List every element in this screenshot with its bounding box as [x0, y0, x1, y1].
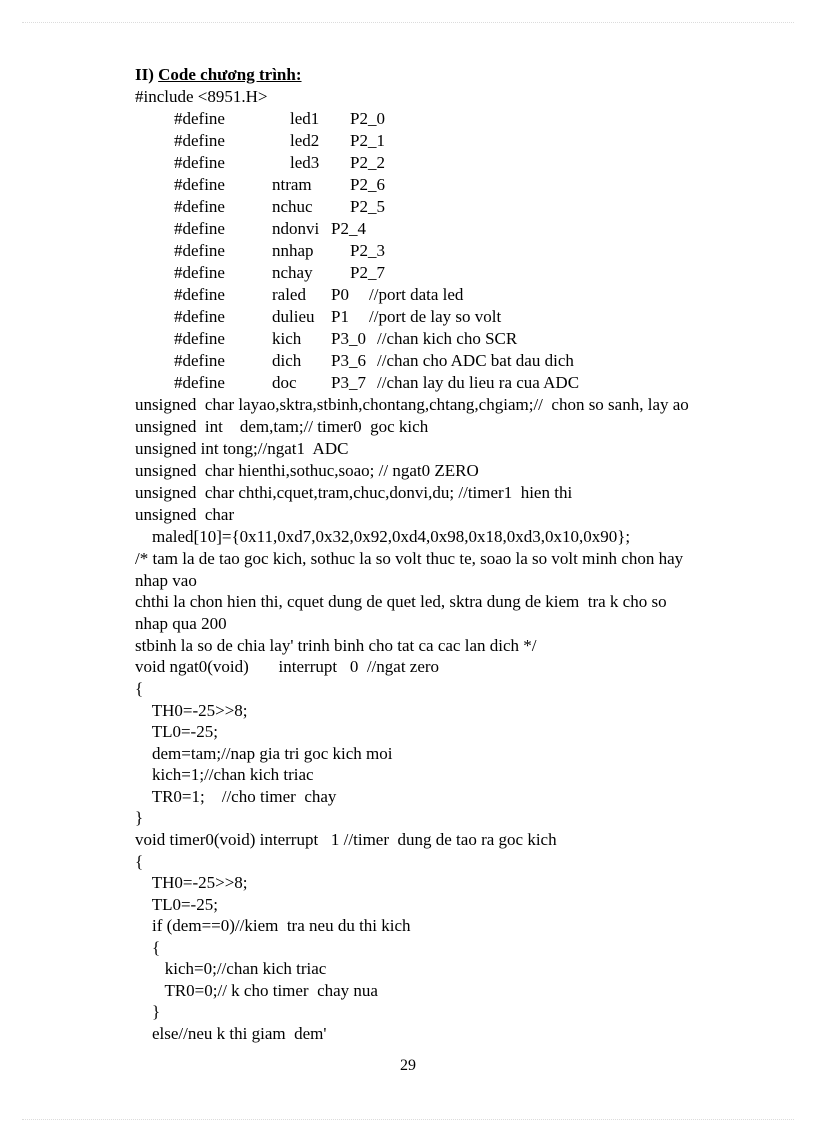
include-line: #include <8951.H> [135, 87, 268, 106]
define-name: nchay [272, 263, 313, 282]
define-value: P3_7 [331, 373, 366, 392]
code-line: unsigned char [135, 505, 235, 524]
code-comment-line: /* tam la de tao goc kich, sothuc la so volt thuc te, soao la so volt minh chon hay [135, 549, 684, 568]
code-line: void timer0(void) interrupt 1 //timer dung de tao ra goc kich [135, 830, 557, 849]
define-keyword: #define [174, 373, 225, 392]
define-keyword: #define [174, 131, 225, 150]
define-value: P3_6 [331, 351, 366, 370]
define-name: led1 [290, 109, 320, 128]
code-line: dem=tam;//nap gia tri goc kich moi [135, 744, 393, 763]
code-line: kich=0;//chan kich triac [135, 959, 327, 978]
define-keyword: #define [174, 285, 225, 304]
define-value: P2_4 [331, 219, 366, 238]
code-line: TR0=0;// k cho timer chay nua [135, 981, 378, 1000]
define-keyword: #define [174, 307, 225, 326]
page-edge-bottom [22, 1119, 794, 1120]
define-name: dulieu [272, 307, 315, 326]
define-name: doc [272, 373, 297, 392]
define-name: led2 [290, 131, 320, 150]
section-title: Code chương trình: [158, 65, 302, 84]
define-value: P2_5 [350, 197, 385, 216]
code-comment-line: nhap qua 200 [135, 614, 227, 633]
define-comment: //port de lay so volt [369, 307, 502, 326]
code-comment-line: stbinh la so de chia lay' trinh binh cho tat ca cac lan dich */ [135, 636, 537, 655]
define-name: ndonvi [272, 219, 320, 238]
page-edge-top [22, 22, 794, 23]
define-keyword: #define [174, 351, 225, 370]
define-comment: //chan kich cho SCR [377, 329, 518, 348]
define-value: P2_7 [350, 263, 385, 282]
define-keyword: #define [174, 329, 225, 348]
define-value: P0 [331, 285, 349, 304]
define-keyword: #define [174, 197, 225, 216]
code-line: } [135, 1002, 161, 1021]
code-line: void ngat0(void) interrupt 0 //ngat zero [135, 657, 440, 676]
define-keyword: #define [174, 175, 225, 194]
define-name: nnhap [272, 241, 314, 260]
define-value: P2_2 [350, 153, 385, 172]
define-value: P1 [331, 307, 349, 326]
define-name: ntram [272, 175, 312, 194]
define-comment: //port data led [369, 285, 464, 304]
code-line: { [135, 679, 144, 698]
define-value: P2_3 [350, 241, 385, 260]
define-name: dich [272, 351, 302, 370]
code-line: kich=1;//chan kich triac [135, 765, 314, 784]
define-keyword: #define [174, 241, 225, 260]
define-name: nchuc [272, 197, 313, 216]
define-comment: //chan cho ADC bat dau dich [377, 351, 574, 370]
code-line: unsigned int dem,tam;// timer0 goc kich [135, 417, 429, 436]
code-line: unsigned char chthi,cquet,tram,chuc,donvi,du; //timer1 hien thi [135, 483, 573, 502]
code-line: { [135, 938, 161, 957]
define-keyword: #define [174, 219, 225, 238]
code-line: TH0=-25>>8; [135, 701, 248, 720]
define-value: P2_1 [350, 131, 385, 150]
code-line: unsigned char layao,sktra,stbinh,chontang,chtang,chgiam;// chon so sanh, lay ao [135, 395, 689, 414]
code-line: else//neu k thi giam dem' [135, 1024, 327, 1043]
code-comment-line: chthi la chon hien thi, cquet dung de quet led, sktra dung de kiem tra k cho so [135, 592, 667, 611]
code-line: unsigned char hienthi,sothuc,soao; // ngat0 ZERO [135, 461, 479, 480]
define-keyword: #define [174, 153, 225, 172]
define-name: raled [272, 285, 306, 304]
code-line: maled[10]={0x11,0xd7,0x32,0x92,0xd4,0x98,0x18,0xd3,0x10,0x90}; [135, 527, 631, 546]
code-line: TR0=1; //cho timer chay [135, 787, 337, 806]
code-line: } [135, 808, 144, 827]
code-line: TL0=-25; [135, 722, 218, 741]
section-number: II) [135, 65, 154, 84]
page-number: 29 [400, 1057, 416, 1074]
define-value: P2_6 [350, 175, 385, 194]
code-line: if (dem==0)//kiem tra neu du thi kich [135, 916, 411, 935]
define-value: P3_0 [331, 329, 366, 348]
code-line: { [135, 852, 144, 871]
code-comment-line: nhap vao [135, 571, 197, 590]
define-name: kich [272, 329, 302, 348]
define-keyword: #define [174, 263, 225, 282]
define-value: P2_0 [350, 109, 385, 128]
code-line: TH0=-25>>8; [135, 873, 248, 892]
define-keyword: #define [174, 109, 225, 128]
code-line: TL0=-25; [135, 895, 218, 914]
section-heading [135, 64, 302, 86]
define-name: led3 [290, 153, 320, 172]
code-line: unsigned int tong;//ngat1 ADC [135, 439, 349, 458]
define-comment: //chan lay du lieu ra cua ADC [377, 373, 580, 392]
